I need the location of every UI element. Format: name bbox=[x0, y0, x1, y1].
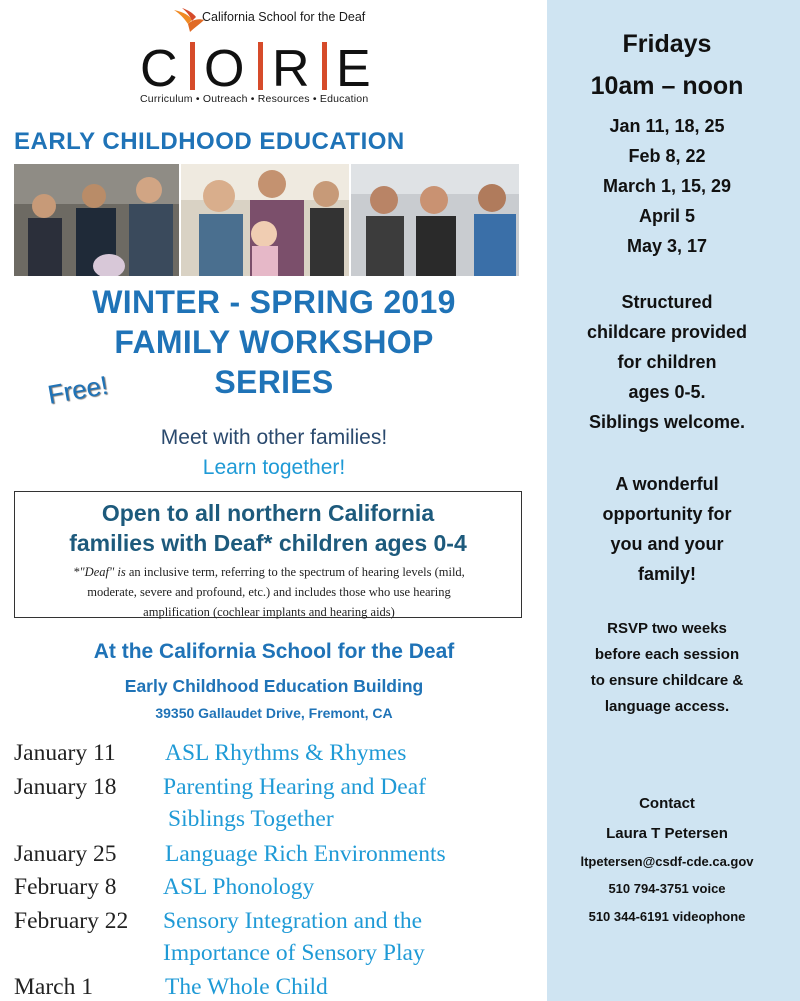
childcare-text: ages 0-5. bbox=[628, 382, 706, 402]
headline-line1: WINTER - SPRING 2019 bbox=[92, 284, 456, 320]
contact-videophone: 510 344-6191 videophone bbox=[588, 909, 746, 924]
learn-text: Learn together! bbox=[202, 456, 346, 479]
location-building: Early Childhood Education Building bbox=[124, 676, 424, 696]
meeting-day: Fridays bbox=[622, 30, 712, 58]
session-dates: April 5 bbox=[638, 206, 695, 226]
rsvp-text: to ensure childcare & bbox=[590, 672, 744, 689]
schedule-date: January 25 bbox=[14, 841, 117, 867]
eligibility-note bbox=[25, 562, 513, 622]
childcare-text: for children bbox=[617, 352, 717, 372]
session-dates: May 3, 17 bbox=[626, 236, 708, 256]
contact-name: Laura T Petersen bbox=[606, 825, 728, 842]
free-badge: Free! bbox=[45, 369, 111, 410]
headline-line2: FAMILY WORKSHOP bbox=[114, 324, 434, 360]
headline-line3: SERIES bbox=[214, 364, 334, 400]
logo-letter-e: E bbox=[336, 40, 371, 94]
childcare-text: Siblings welcome. bbox=[588, 412, 746, 432]
schedule-date: February 22 bbox=[14, 908, 129, 934]
schedule-date: January 11 bbox=[14, 740, 116, 766]
schedule-date: February 8 bbox=[14, 874, 117, 900]
photo-strip bbox=[14, 164, 519, 276]
logo-divider bbox=[322, 42, 327, 90]
location-name: At the California School for the Deaf bbox=[93, 640, 455, 663]
logo-letter-o: O bbox=[204, 40, 245, 94]
schedule-date: January 18 bbox=[14, 774, 117, 800]
photo-women-talking bbox=[351, 164, 519, 276]
opportunity-text: you and your bbox=[610, 534, 724, 554]
opportunity-text: opportunity for bbox=[602, 504, 732, 524]
schedule-topic: Parenting Hearing and Deaf bbox=[163, 774, 426, 800]
photo-family-baby bbox=[181, 164, 349, 276]
contact-voice: 510 794-3751 voice bbox=[608, 881, 726, 896]
rsvp-text: before each session bbox=[594, 646, 740, 663]
opportunity-text: family! bbox=[637, 564, 697, 584]
note-italic: *"Deaf" is bbox=[73, 565, 126, 579]
eligibility-title-line1: Open to all northern California bbox=[101, 500, 435, 526]
schedule-topic-cont: Siblings Together bbox=[168, 806, 334, 832]
section-title: EARLY CHILDHOOD EDUCATION bbox=[14, 128, 405, 155]
meeting-time: 10am – noon bbox=[590, 72, 744, 100]
logo-letter-r: R bbox=[272, 40, 310, 94]
rsvp-text: RSVP two weeks bbox=[607, 620, 727, 637]
logo-tagline: Curriculum • Outreach • Resources • Education bbox=[140, 93, 369, 105]
session-dates: Jan 11, 18, 25 bbox=[609, 116, 725, 136]
childcare-text: Structured bbox=[621, 292, 713, 312]
rsvp-text: language access. bbox=[604, 698, 730, 715]
eligibility-box bbox=[14, 491, 522, 618]
note-line2: moderate, severe and profound, etc.) and includes those who use hearing bbox=[87, 585, 451, 599]
location-address: 39350 Gallaudet Drive, Fremont, CA bbox=[155, 705, 393, 721]
schedule-topic: Language Rich Environments bbox=[165, 841, 446, 867]
childcare-text: childcare provided bbox=[586, 322, 748, 342]
photo-men-seated bbox=[14, 164, 179, 276]
schedule-topic: The Whole Child bbox=[165, 974, 328, 1000]
session-dates: March 1, 15, 29 bbox=[602, 176, 732, 196]
schedule-topic-cont: Importance of Sensory Play bbox=[163, 940, 425, 966]
session-dates: Feb 8, 22 bbox=[628, 146, 706, 166]
bird-logo-icon bbox=[172, 6, 206, 36]
meet-text: Meet with other families! bbox=[160, 426, 388, 449]
core-logo bbox=[140, 38, 402, 94]
opportunity-text: A wonderful bbox=[615, 474, 719, 494]
contact-email[interactable]: ltpetersen@csdf-cde.ca.gov bbox=[580, 854, 754, 869]
schedule-date: March 1 bbox=[14, 974, 93, 1000]
eligibility-title-line2: families with Deaf* children ages 0-4 bbox=[69, 530, 467, 556]
logo-divider bbox=[258, 42, 263, 90]
contact-heading: Contact bbox=[639, 795, 695, 812]
org-name: California School for the Deaf bbox=[202, 10, 366, 24]
logo-letter-c: C bbox=[140, 40, 178, 94]
note-line3: amplification (cochlear implants and hearing aids) bbox=[143, 605, 395, 619]
schedule-topic: Sensory Integration and the bbox=[163, 908, 423, 934]
schedule-topic: ASL Rhythms & Rhymes bbox=[165, 740, 407, 766]
schedule-topic: ASL Phonology bbox=[163, 874, 315, 900]
logo-divider bbox=[190, 42, 195, 90]
note-line1: an inclusive term, referring to the spectrum of hearing levels (mild, bbox=[125, 565, 465, 579]
